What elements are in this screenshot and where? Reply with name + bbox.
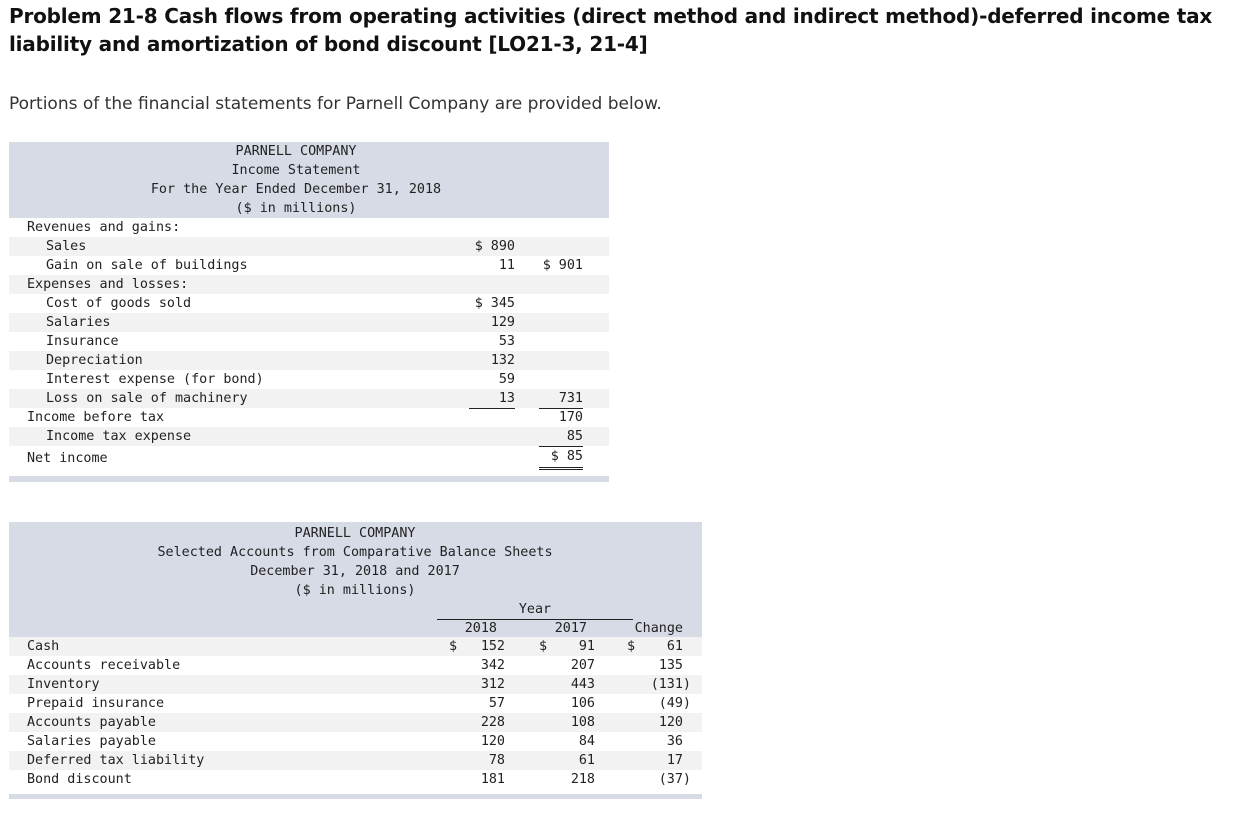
bs-value-2017: 443 [570,677,595,692]
bs-value-change: 36 [666,734,683,749]
is-row-value: 59 [498,372,515,387]
bs-col-change: Change [634,621,683,636]
bs-value-2018: 342 [480,658,505,673]
income-statement-table [9,142,609,482]
is-row-total: 170 [558,410,583,425]
is-row-label: Net income [27,451,108,466]
is-header-company: PARNELL COMPANY [235,144,357,159]
is-row-value: $ 890 [474,239,515,254]
is-row-total: 85 [539,427,583,447]
bs-row-label: Cash [27,639,60,654]
is-header-period: For the Year Ended December 31, 2018 [150,182,442,197]
bs-row-label: Accounts payable [27,715,156,730]
bs-value-change: 61 [666,639,683,654]
is-row [9,389,609,408]
is-row-label: Gain on sale of buildings [46,258,248,273]
bs-row [9,694,702,713]
bs-value-2017: 207 [570,658,595,673]
is-row-label: Insurance [46,334,119,349]
currency-symbol: $ [539,639,548,654]
bs-value-change: (131) [650,677,691,692]
bs-row [9,637,702,656]
is-row-value: 11 [469,256,515,276]
bs-row-label: Prepaid insurance [27,696,165,711]
bs-value-change: 120 [658,715,683,730]
is-row [9,275,609,294]
bs-value-change: 135 [658,658,683,673]
is-row [9,256,609,275]
is-row [9,237,609,256]
is-row-value: 53 [498,334,515,349]
is-row-value: 129 [490,315,515,330]
bs-bottom-rule [9,794,702,799]
is-row-total: 731 [539,389,583,409]
is-row [9,294,609,313]
bs-value-2017: 84 [578,734,595,749]
intro-text: Portions of the financial statements for Parnell Company are provided below. [9,94,662,114]
bs-row [9,675,702,694]
bs-row [9,770,702,789]
is-row [9,427,609,446]
bs-value-2018: 181 [480,772,505,787]
is-row [9,332,609,351]
bs-row [9,751,702,770]
is-row-value: 13 [469,389,515,409]
bs-header-company: PARNELL COMPANY [294,526,416,541]
is-row-total: $ 901 [542,258,583,273]
is-row-label: Revenues and gains: [27,220,181,235]
bs-year-label: Year [437,600,633,620]
bs-value-change: (49) [658,696,691,711]
bs-value-2018: 228 [480,715,505,730]
is-header-units: ($ in millions) [235,201,357,216]
bs-header-units: ($ in millions) [294,583,416,598]
bs-value-2017: 108 [570,715,595,730]
is-row-label: Depreciation [46,353,143,368]
bs-row-label: Bond discount [27,772,132,787]
is-row-label: Salaries [46,315,111,330]
income-statement-header [9,142,609,218]
bs-row-label: Inventory [27,677,100,692]
is-row-label: Cost of goods sold [46,296,192,311]
is-row-total: $ 85 [539,447,583,470]
bs-value-change: (37) [658,772,691,787]
bs-row [9,732,702,751]
balance-sheet-table [9,522,702,799]
is-row-label: Interest expense (for bond) [46,372,264,387]
problem-title: Problem 21-8 Cash flows from operating activities (direct method and indirect method)-deferred income tax liability and amortization of bond discount [LO21-3, 21-4] [9,4,1213,56]
balance-sheet-header [9,522,702,637]
balance-sheet-rows [9,637,702,789]
bs-row [9,656,702,675]
bs-value-change: 17 [666,753,683,768]
bs-value-2018: 78 [488,753,505,768]
bs-value-2017: 91 [578,639,595,654]
bs-value-2017: 218 [570,772,595,787]
bs-value-2018: 152 [480,639,505,654]
is-header-title: Income Statement [231,163,361,178]
is-row-label: Income before tax [27,410,165,425]
bs-value-2018: 312 [480,677,505,692]
currency-symbol: $ [627,639,636,654]
bs-header-title: Selected Accounts from Comparative Balance Sheets [157,545,553,560]
is-row [9,408,609,427]
bs-value-2018: 57 [488,696,505,711]
is-row-label: Income tax expense [46,429,192,444]
bs-row-label: Deferred tax liability [27,753,205,768]
is-bottom-rule [9,476,609,482]
bs-value-2018: 120 [480,734,505,749]
bs-header-dates: December 31, 2018 and 2017 [250,564,460,579]
is-row [9,370,609,389]
bs-value-2017: 61 [578,753,595,768]
is-row-label: Loss on sale of machinery [46,391,248,406]
bs-row-label: Accounts receivable [27,658,181,673]
is-row [9,218,609,237]
is-row [9,447,609,470]
is-row [9,313,609,332]
is-row-value: 132 [490,353,515,368]
currency-symbol: $ [449,639,458,654]
bs-col-2017: 2017 [554,621,587,636]
is-row [9,351,609,370]
bs-col-2018: 2018 [464,621,497,636]
is-row-label: Sales [46,239,87,254]
bs-row [9,713,702,732]
is-row-label: Expenses and losses: [27,277,189,292]
is-row-value: $ 345 [474,296,515,311]
bs-value-2017: 106 [570,696,595,711]
bs-row-label: Salaries payable [27,734,156,749]
